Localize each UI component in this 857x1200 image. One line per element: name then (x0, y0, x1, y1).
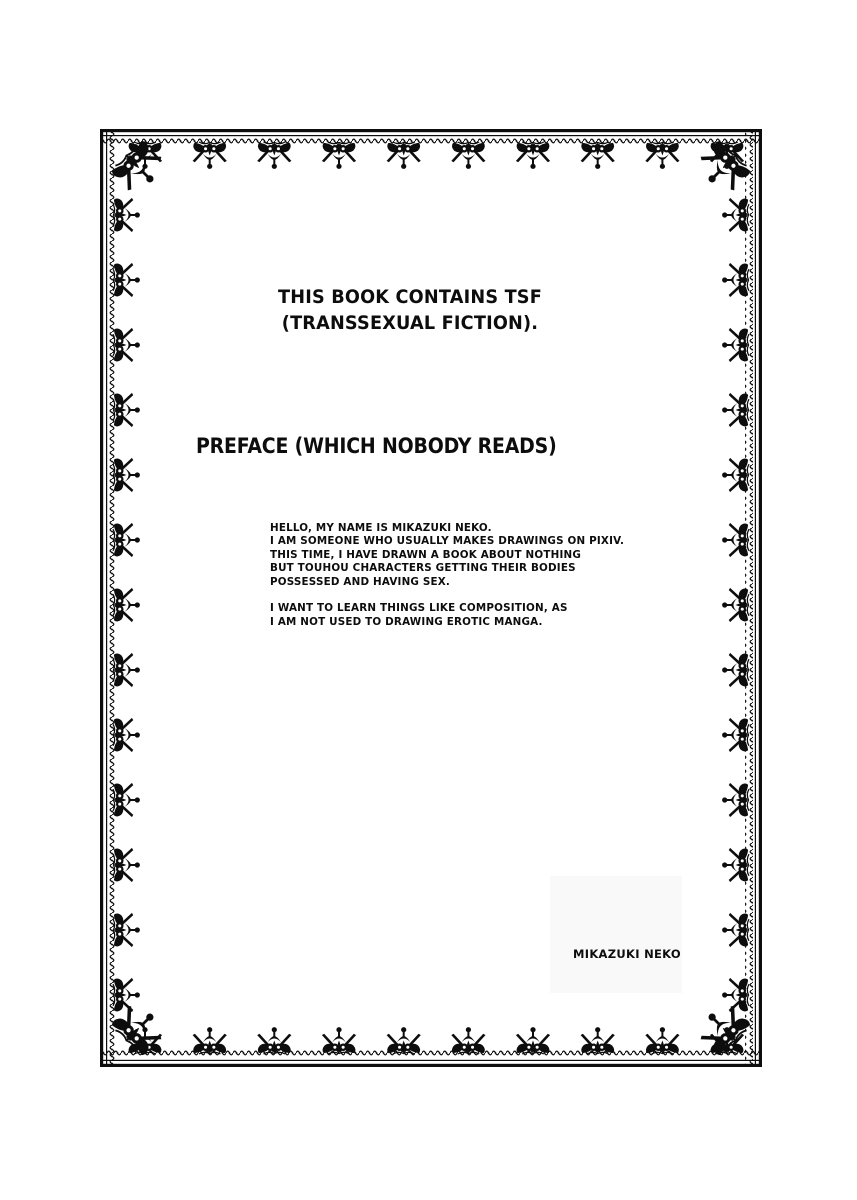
text-line: THIS TIME, I HAVE DRAWN A BOOK ABOUT NOTHING (270, 547, 582, 561)
text-line: POSSESSED AND HAVING SEX. (270, 574, 451, 588)
fleur-ornament-icon (722, 653, 749, 687)
fleur-ornament-icon (113, 588, 140, 622)
fleur-ornament-icon (645, 142, 679, 169)
text-line: I AM SOMEONE WHO USUALLY MAKES DRAWINGS ON PIXIV. (270, 534, 625, 548)
fleur-ornament-icon (113, 198, 140, 232)
fleur-ornament-icon (387, 142, 421, 169)
fleur-ornament-icon (722, 718, 749, 752)
fleur-ornament-icon (322, 1027, 356, 1054)
preface-paragraph-1 (270, 521, 624, 588)
fleur-ornament-icon (113, 328, 140, 362)
fleur-ornament-icon (113, 393, 140, 427)
author-signature: MIKAZUKI NEKO (573, 947, 681, 961)
fleur-ornament-icon (581, 1027, 615, 1054)
fleur-ornament-icon (722, 588, 749, 622)
fleur-ornament-icon (257, 142, 291, 169)
scan-artifact (550, 876, 682, 993)
fleur-ornament-icon (516, 142, 550, 169)
fleur-ornament-icon (113, 653, 140, 687)
fleur-ornament-icon (581, 142, 615, 169)
fleur-ornament-icon (322, 142, 356, 169)
fleur-ornament-icon (722, 783, 749, 817)
fleur-ornament-icon (722, 523, 749, 557)
fleur-ornament-icon (387, 1027, 421, 1054)
fleur-ornament-icon (113, 848, 140, 882)
text-line: HELLO, MY NAME IS MIKAZUKI NEKO. (270, 521, 492, 534)
fleur-ornament-icon (722, 913, 749, 947)
fleur-ornament-icon (722, 458, 749, 492)
preface-paragraph-2 (270, 601, 624, 628)
fleur-ornament-icon (113, 718, 140, 752)
preface-body (270, 521, 624, 628)
fleur-ornament-icon (113, 523, 140, 557)
text-line: I AM NOT USED TO DRAWING EROTIC MANGA. (270, 614, 543, 628)
fleur-ornament-icon (722, 328, 749, 362)
fleur-ornament-icon (722, 263, 749, 297)
fleur-ornament-icon (722, 393, 749, 427)
fleur-ornament-icon (722, 978, 749, 1012)
fleur-ornament-icon (193, 1027, 227, 1054)
fleur-ornament-icon (113, 913, 140, 947)
fleur-ornament-icon (693, 138, 753, 198)
fleur-ornament-icon (193, 142, 227, 169)
content-warning-line2: (TRANSSEXUAL FICTION). (281, 312, 539, 334)
fleur-ornament-icon (722, 848, 749, 882)
fleur-ornament-icon (113, 263, 140, 297)
fleur-ornament-icon (113, 458, 140, 492)
fleur-ornament-icon (451, 1027, 485, 1054)
fleur-ornament-icon (113, 783, 140, 817)
fleur-ornament-icon (113, 978, 140, 1012)
content-warning-line1: THIS BOOK CONTAINS TSF (278, 286, 542, 308)
fleur-ornament-icon (645, 1027, 679, 1054)
fleur-ornament-icon (451, 142, 485, 169)
text-line: BUT TOUHOU CHARACTERS GETTING THEIR BODIES (270, 561, 576, 575)
fleur-ornament-icon (722, 198, 749, 232)
fleur-ornament-icon (257, 1027, 291, 1054)
preface-heading: PREFACE (WHICH NOBODY READS) (196, 434, 557, 458)
content-warning (187, 284, 633, 336)
fleur-ornament-icon (516, 1027, 550, 1054)
text-line: I WANT TO LEARN THINGS LIKE COMPOSITION, AS (270, 601, 568, 615)
